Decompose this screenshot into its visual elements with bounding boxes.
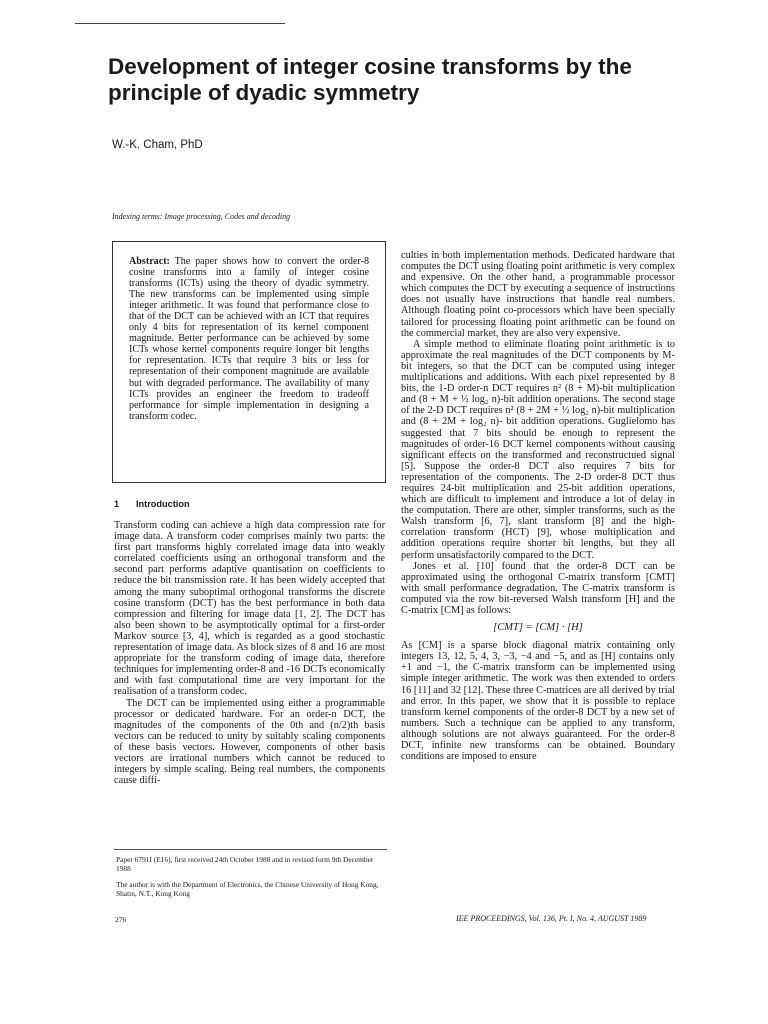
intro-paragraph-1: Transform coding can achieve a high data compression rate for image data. A transform coder comprises mainly two parts: the first part transforms highly correlated image data into weakly correlated coefficients using an orthogonal transform and the second part performs adaptive quantisation on coefficients to reduce the bit transmission rate. It has been widely accepted that among the many suboptimal orthogonal transforms the discrete cosine transform (DCT) has the best performance in both data compression and filtering for image data [1, 2]. The DCT has also been shown to be asymptotically optimal for a first-order Markov source [3, 4], which is regarded as a good stochastic representation of image data. As block sizes of 8 and 16 are most appropriate for the transform coding of image data, therefore techniques for implementing order-8 and -16 DCTs economically and with fast computational time are very important for the realisation of a transform codec.	[114, 520, 385, 698]
left-column	[114, 520, 385, 786]
abstract-text: The paper shows how to convert the order-8 cosine transforms into a family of integer cosine transforms (ICTs) using the theory of dyadic symmetry. The new transforms can be implemented using simple integer arithmetic. It was found that performance close to that of the DCT can be achieved with an ICT that requires only 4 bits for representation of its kernel component magnitude. Better performance can be achieved by some ICTs whose kernel components require longer bit lengths for representation. ICTs that require 3 bits or less for representation of their component magnitude are available but with degraded performance. The availability of many ICTs provides an engineer the freedom to tradeoff performance for simple implementation in designing a transform codec.	[129, 256, 369, 422]
right-paragraph-1: culties in both implementation methods. Dedicated hardware that computes the DCT using floating point arithmetic is very complex and expensive. On the other hand, a programmable processor which computes the DCT by executing a sequence of instructions does not usually have instructions that handle real numbers. Although floating point co-processors which have been specially tailored for processing floating point arithmetic can be found on the commercial market, they are also very expensive.	[401, 250, 675, 339]
equation-cmt: [CMT] = [CM] · [H]	[493, 622, 583, 634]
intro-paragraph-2: The DCT can be implemented using either a programmable processor or dedicated hardware. For an order-n DCT, the magnitudes of the components of the 0th and (n/2)th basis vectors can be reduced to unity by suitably scaling components of these basis vectors. However, components of other basis vectors are irrational numbers which cannot be reduced to integers by simple scaling. Being real numbers, the components cause diffi-	[114, 697, 385, 787]
section-title: Introduction	[136, 499, 190, 509]
right-paragraph-2: A simple method to eliminate floating point arithmetic is to approximate the real magnitudes of the DCT components by M-bit integers, so that the DCT can be computed using integer multiplications and additions. With each pixel represented by 8 bits, the 1-D order-n DCT requires n² (8 + M)-bit multiplication and (8 + M + ½ log₂ n)-bit addition operations. The second stage of the 2-D DCT requires n² (8 + 2M + ½ log₂ n)-bit multiplication and (8 + 2M + log₂ n)- bit addition operations. Guglielomo has suggested that 7 bits should be enough to represent the magnitudes of order-16 DCT kernel components without causing significant effects on the transformed and reconstructued signal [5]. Suppose the order-8 DCT also requires 7 bits for representation of the components. The 2-D order-8 DCT thus requires 24-bit multiplication and 25-bit addition operations, which are difficult to implement and introduce a lot of delay in the computation. There are other, simpler transforms, such as the Walsh transform [6, 7], slant transform [8] and the high-correlation transform (HCT) [9], whose multiplication and addition operations require shorter bit lengths, but they all perform unsatisfactorily compared to the DCT.	[401, 338, 675, 561]
right-column	[401, 250, 675, 762]
section-heading-introduction	[114, 499, 190, 509]
top-rule	[75, 23, 285, 24]
paper-title: Development of integer cosine transforms by the principle of dyadic symmetry	[108, 54, 632, 105]
right-paragraph-3: Jones et al. [10] found that the order-8 DCT can be approximated using the orthogonal C-matrix transform [CMT] with small performance degradation. The C-matrix transform is computed via the row bit-reversed Walsh transform [H] and the C-matrix [CM] as follows:	[401, 560, 675, 616]
right-paragraph-4: As [CM] is a sparse block diagonal matrix containing only integers 13, 12, 5, 4, 3, −3, −4 and −5, and as [H] contains only +1 and −1, the C-matrix transform can be implemented using simple integer arithmetic. The work was then extended to orders 16 [11] and 32 [12]. These three C-matrices are all derived by trial and error. In this paper, we show that it is possible to replace transform kernel components of the order-8 DCT by a new set of numbers. Such a technique can be applied to any transform, although solutions are not always guaranteed. For the order-8 DCT, infinite new transforms can be obtained. Boundary conditions are imposed to ensure	[401, 640, 675, 763]
abstract-paragraph	[113, 242, 385, 422]
abstract-label: Abstract:	[129, 256, 170, 267]
journal-footer: IEE PROCEEDINGS, Vol. 136, Pt. I, No. 4, AUGUST 1989	[456, 914, 647, 923]
section-number: 1	[114, 499, 120, 509]
footnote-rule	[114, 849, 387, 850]
indexing-terms: Indexing terms: Image processing, Codes and decoding	[112, 212, 291, 221]
abstract-box	[112, 241, 386, 483]
footnote-paper-info: Paper 6791I (E16), first received 24th October 1988 and in revised form 9th December 1988	[116, 855, 374, 873]
footnote-affiliation: The author is with the Department of Electronics, the Chinese University of Hong Kong, Shatin, N.T., Kong Kong	[116, 880, 379, 898]
author: W.-K. Cham, PhD	[112, 139, 203, 151]
page-number: 276	[115, 915, 127, 924]
